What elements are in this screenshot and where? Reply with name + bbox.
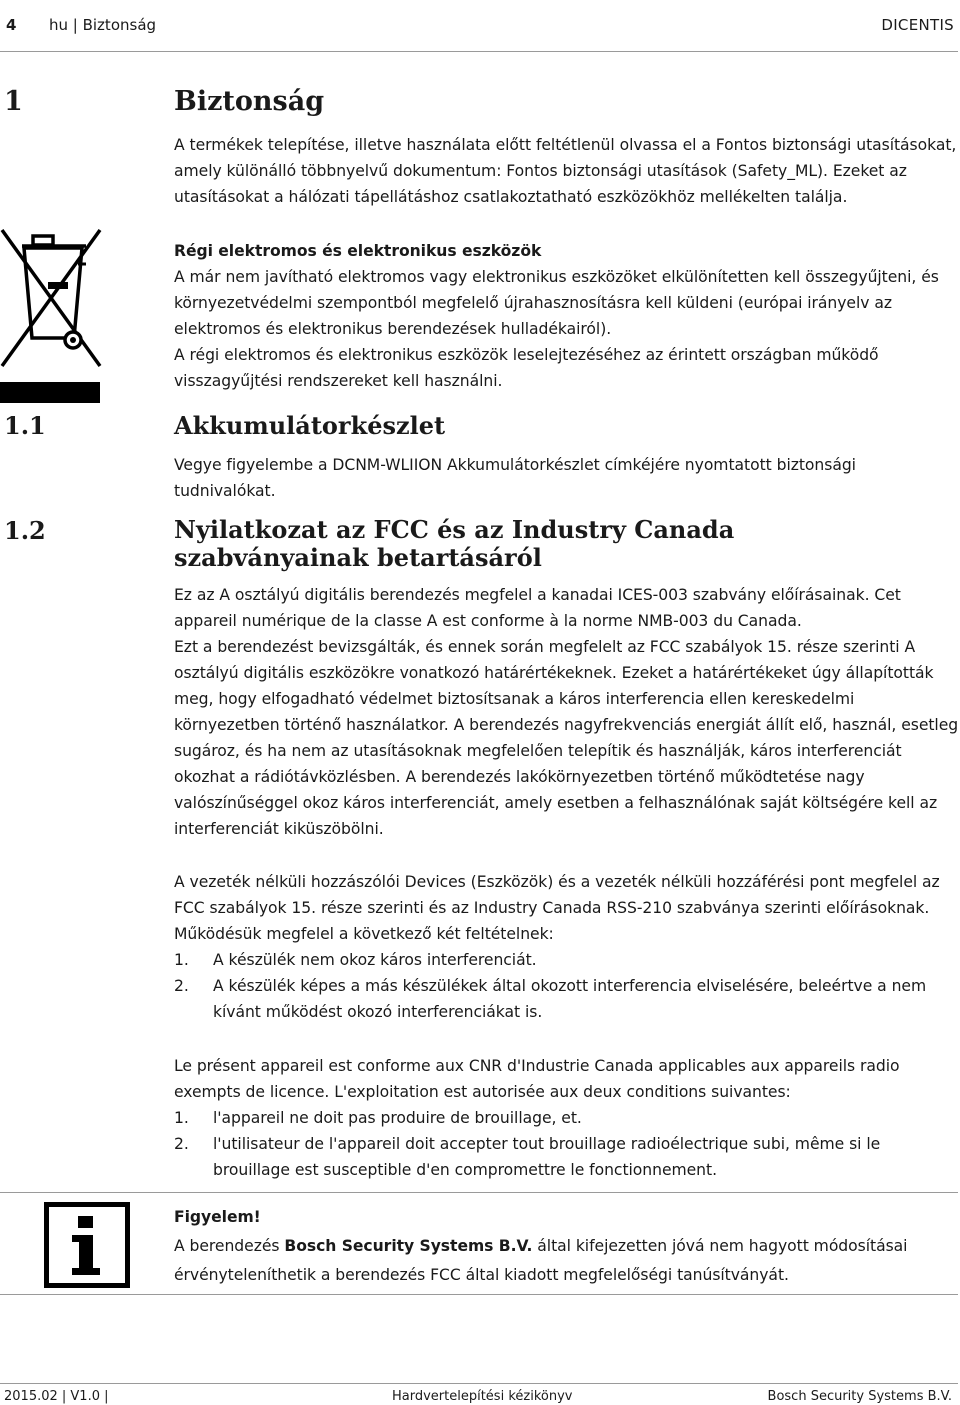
fcc-paragraph: Ezt a berendezést bevizsgálták, és ennek során megfelelt az FCC szabályok 15. része szerinti A osztályú digitális eszközökre vonatkozó határértékeknek. Ezeket a határértékeket úgy állapították meg, hogy elfogadható védelmet biztosítsanak a káros interferencia ellen kereskedelmi környezetben történő használatkor. A berendezés nagyfrekvenciás energiát állít elő, használ, esetleg sugároz, és ha nem az utasításoknak megfelelően telepítik és használják, káros interferenciát okozhat a rádiótávközlésben. A berendezés lakókörnyezetben történő működtetése nagy valószínűséggel okoz káros interferenciát, amely esetben a felhasználónak saját költségére kell az interferenciát kiküszöbölni. bbox=[174, 638, 959, 838]
page-number: 4 bbox=[6, 16, 17, 34]
weee-crossed-bin-icon bbox=[0, 222, 104, 372]
footer-divider bbox=[0, 1383, 958, 1384]
section-1-1-number: 1.1 bbox=[4, 411, 46, 440]
footer-company: Bosch Security Systems B.V. bbox=[767, 1389, 952, 1404]
intro-paragraph: A termékek telepítése, illetve használata előtt feltétlenül olvassa el a Fontos biztonsági utasításokat, amely különálló többnyelvű dokumentum: Fontos biztonsági utasítások (Safety_ML). Ezeket az utasításokat a hálózati tápellátáshoz csatlakoztatható eszközökhöz mellékelten találja. bbox=[174, 136, 957, 206]
header-divider bbox=[0, 51, 958, 52]
header-section-label: hu | Biztonság bbox=[49, 16, 157, 34]
weee-heading: Régi elektromos és elektronikus eszközök bbox=[174, 242, 542, 260]
section-1-2-number: 1.2 bbox=[4, 516, 46, 545]
wireless-paragraph-fr: Le présent appareil est conforme aux CNR d'Industrie Canada applicables aux appareils radio exempts de licence. L'exploitation est autorisée aux deux conditions suivantes: bbox=[174, 1057, 900, 1101]
section-1-1-body bbox=[174, 452, 960, 504]
list-item: 2. A készülék képes a más készülékek által okozott interferencia elviselésére, beleértve a nem kívánt működést okozó interferenciákat is. bbox=[174, 977, 927, 1021]
section-1-number: 1 bbox=[4, 86, 23, 117]
footer-document-title: Hardvertelepítési kézikönyv bbox=[392, 1389, 573, 1404]
list-item: 2. l'utilisateur de l'appareil doit accepter tout brouillage radioélectrique subi, même si le brouillage est susceptible d'en compromettre le fonctionnement. bbox=[174, 1135, 881, 1179]
footer-version: 2015.02 | V1.0 | bbox=[4, 1389, 109, 1404]
section-1-1-title: Akkumulátorkészlet bbox=[174, 411, 446, 440]
weee-paragraph-1: A már nem javítható elektromos vagy elektronikus eszközöket elkülönítetten kell összegyűjteni, és környezetvédelmi szempontból megfelelő újrahasznosításra kell küldeni (európai irányelv az elektromos és elektronikus berendezések hulladékairól). bbox=[174, 268, 939, 338]
weee-black-bar bbox=[0, 382, 100, 403]
section-1-1-text: Vegye figyelembe a DCNM-WLIION Akkumulátorkészlet címkéjére nyomtatott biztonsági tudnivalókat. bbox=[174, 456, 856, 500]
notice-text: A berendezés Bosch Security Systems B.V. által kifejezetten jóvá nem hagyott módosításai érvényteleníthetik a berendezés FCC által kiadott megfelelőségi tanúsítványát. bbox=[174, 1237, 908, 1284]
wireless-paragraph-hu: A vezeték nélküli hozzászólói Devices (Eszközök) és a vezeték nélküli hozzáférési pont megfelel az FCC szabályok 15. része szerinti és az Industry Canada RSS-210 szabványa szerinti előírásoknak. Működésük megfelel a következő két feltételnek: bbox=[174, 873, 940, 943]
conditions-list-fr bbox=[174, 1105, 960, 1183]
notice-bottom-divider bbox=[0, 1294, 958, 1295]
section-1-title: Biztonság bbox=[174, 86, 325, 117]
list-item: 1. A készülék nem okoz káros interferenciát. bbox=[174, 951, 537, 969]
conditions-list-hu bbox=[174, 947, 960, 1025]
wireless-block-hu bbox=[174, 869, 960, 1025]
notice-company: Bosch Security Systems B.V. bbox=[284, 1237, 533, 1255]
section-1-2-body bbox=[174, 582, 960, 842]
section-1-intro bbox=[174, 132, 960, 210]
list-item: 1. l'appareil ne doit pas produire de brouillage, et. bbox=[174, 1109, 582, 1127]
weee-paragraph-2: A régi elektromos és elektronikus eszközök leselejtezéséhez az érintett országban működő visszagyűjtési rendszereket kell használni. bbox=[174, 346, 879, 390]
notice-top-divider bbox=[0, 1192, 958, 1193]
notice-block bbox=[174, 1203, 960, 1290]
info-icon bbox=[44, 1202, 130, 1288]
weee-block bbox=[174, 238, 960, 394]
ices-paragraph: Ez az A osztályú digitális berendezés megfelel a kanadai ICES-003 szabvány előírásainak. Cet appareil numérique de la classe A est conforme à la norme NMB-003 du Canada. bbox=[174, 586, 901, 630]
section-1-2-title: Nyilatkozat az FCC és az Industry Canada szabványainak betartásáról bbox=[174, 515, 735, 572]
wireless-block-fr bbox=[174, 1053, 960, 1183]
notice-heading: Figyelem! bbox=[174, 1208, 261, 1226]
header-brand: DICENTIS bbox=[881, 16, 954, 34]
